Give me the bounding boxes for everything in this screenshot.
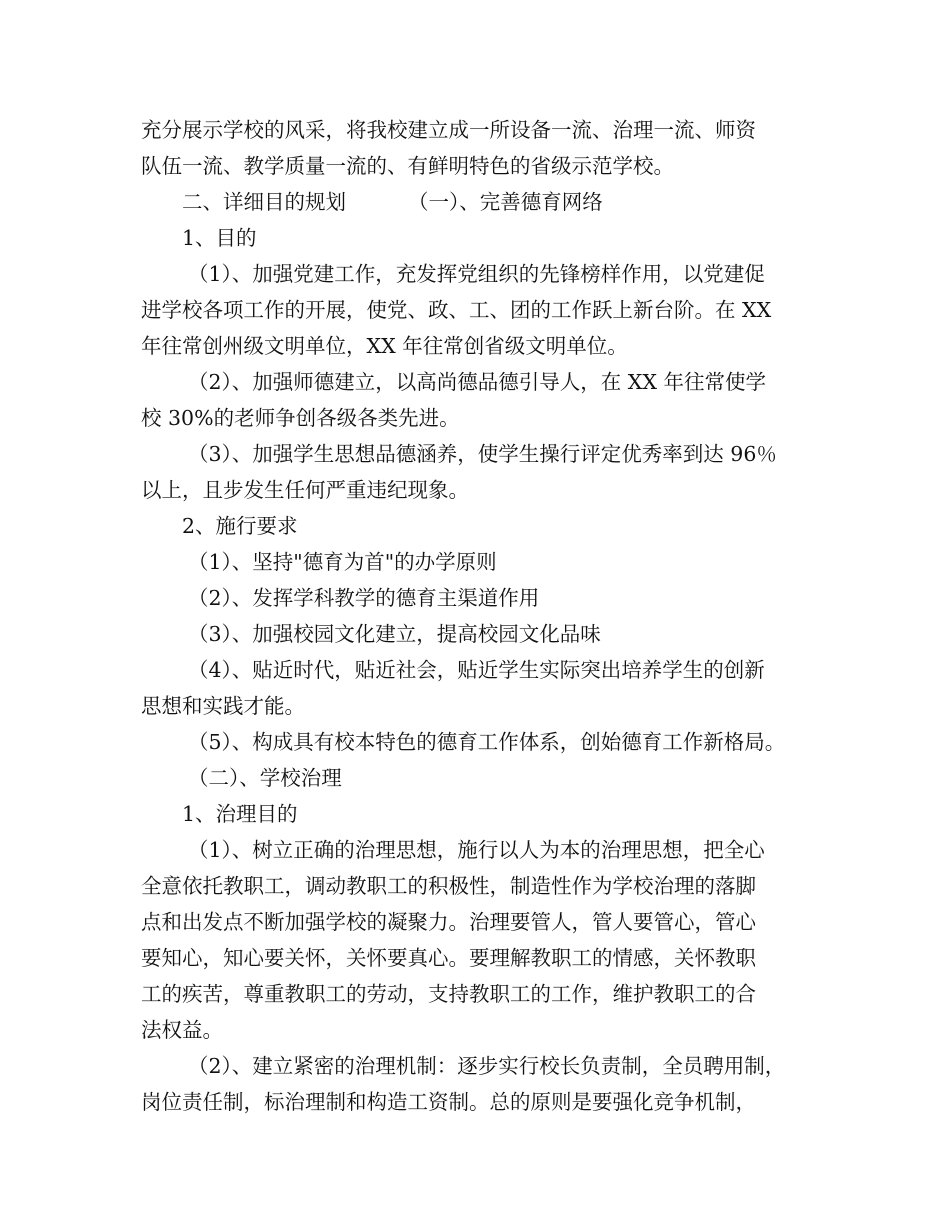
document-body xyxy=(141,112,821,1120)
paragraph-line: 进学校各项工作的开展，使党、政、工、团的工作跃上新台阶。在 XX xyxy=(141,298,772,322)
paragraph-line: 点和出发点不断加强学校的凝聚力。治理要管人，管人要管心，管心 xyxy=(141,910,756,934)
paragraph-line: 全意依托教职工，调动教职工的积极性，制造性作为学校治理的落脚 xyxy=(141,874,756,898)
paragraph-line: 要知心，知心要关怀，关怀要真心。要理解教职工的情感，关怀教职 xyxy=(141,946,756,970)
paragraph-line: （1）、树立正确的治理思想，施行以人为本的治理思想，把全心 xyxy=(188,838,765,862)
paragraph-line: 以上，且步发生任何严重违纪现象。 xyxy=(141,478,469,502)
paragraph-line: 队伍一流、教学质量一流的、有鲜明特色的省级示范学校。 xyxy=(141,154,674,178)
section-heading-sub: （一）、完善德育网络 xyxy=(408,190,603,214)
list-item: （1）、坚持"德育为首"的办学原则 xyxy=(188,550,497,574)
section-heading xyxy=(141,184,821,220)
list-item: （5）、构成具有校本特色的德育工作体系，创始德育工作新格局。 xyxy=(188,730,786,754)
paragraph-line: 岗位责任制，标治理制和构造工资制。总的原则是要强化竞争机制， xyxy=(141,1090,756,1114)
paragraph-line: 工的疾苦，尊重教职工的劳动，支持教职工的工作，维护教职工的合 xyxy=(141,982,756,1006)
paragraph-line: 年往常创州级文明单位，XX 年往常创省级文明单位。 xyxy=(141,334,628,358)
list-item: （4）、贴近时代，贴近社会，贴近学生实际突出培养学生的创新 xyxy=(188,658,765,682)
paragraph-line: （2）、建立紧密的治理机制：逐步实行校长负责制，全员聘用制， xyxy=(188,1054,786,1078)
paragraph-line: （3）、加强学生思想品德涵养，使学生操行评定优秀率到达 96％ xyxy=(188,442,777,466)
subheading: 1、治理目的 xyxy=(182,802,298,826)
paragraph-line: 思想和实践才能。 xyxy=(141,694,305,718)
paragraph-line: 充分展示学校的风采，将我校建立成一所设备一流、治理一流、师资 xyxy=(141,118,756,142)
list-item: （2）、发挥学科教学的德育主渠道作用 xyxy=(188,586,540,610)
subheading: 2、施行要求 xyxy=(182,514,298,538)
subheading: 1、目的 xyxy=(182,226,257,250)
paragraph-line: 法权益。 xyxy=(141,1018,223,1042)
paragraph-line: 校 30%的老师争创各级各类先进。 xyxy=(141,406,460,430)
section-heading: （二）、学校治理 xyxy=(188,766,342,790)
section-heading-main: 二、详细目的规划 xyxy=(182,190,346,214)
paragraph-line: （1）、加强党建工作，充发挥党组织的先锋榜样作用，以党建促 xyxy=(188,262,765,286)
paragraph-line: （2）、加强师德建立，以高尚德品德引导人，在 XX 年往常使学 xyxy=(188,370,767,394)
list-item: （3）、加强校园文化建立，提高校园文化品味 xyxy=(188,622,601,646)
